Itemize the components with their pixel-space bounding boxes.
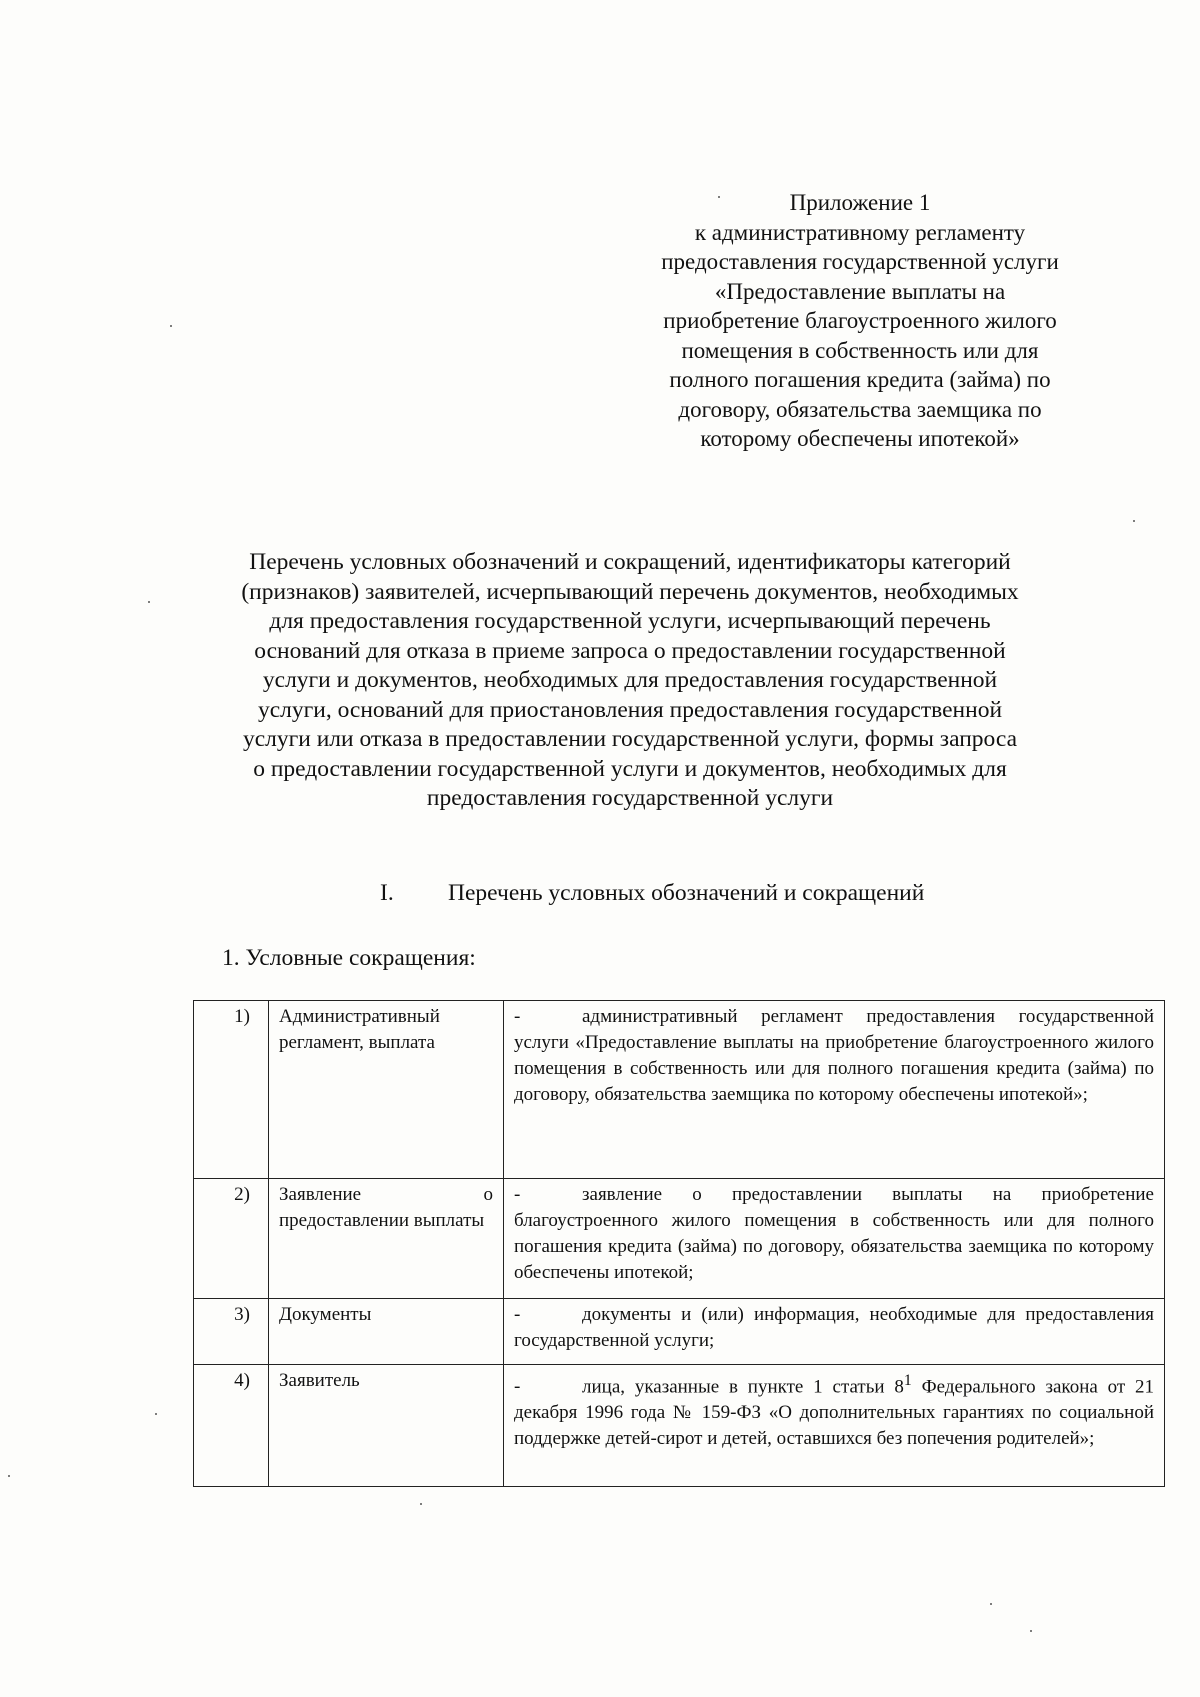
- scan-speck: [148, 601, 150, 603]
- table-row: [194, 1365, 1165, 1487]
- row-term: Административный регламент, выплата: [269, 1001, 504, 1179]
- appendix-line: договору, обязательства заемщика по: [678, 396, 1042, 422]
- appendix-line: предоставления государственной услуги: [661, 249, 1059, 274]
- row-dash: -: [514, 1304, 521, 1325]
- appendix-line: помещения в собственность или для: [681, 337, 1039, 363]
- row-term: Документы: [269, 1299, 504, 1365]
- row-number: 1): [194, 1001, 269, 1179]
- scan-speck: [8, 1475, 10, 1477]
- row-number: 2): [194, 1179, 269, 1299]
- section-number: I.: [380, 880, 394, 906]
- abbreviations-table: [193, 1000, 1165, 1487]
- appendix-line: которому обеспечены ипотекой»: [700, 426, 1020, 451]
- appendix-line: к административному регламенту: [694, 219, 1026, 245]
- title-line: Перечень условных обозначений и сокращений, идентификаторы категорий: [249, 549, 1011, 575]
- row-number: 4): [194, 1365, 269, 1487]
- section-title: Перечень условных обозначений и сокращений: [448, 880, 925, 906]
- title-line: услуги, оснований для приостановления предоставления государственной: [257, 696, 1003, 723]
- title-line: услуги и документов, необходимых для предоставления государственной: [262, 667, 998, 693]
- appendix-line: приобретение благоустроенного жилого: [663, 308, 1057, 333]
- section-heading: [380, 880, 924, 907]
- row-number: 3): [194, 1299, 269, 1365]
- row-definition-text: лица, указанные в пункте 1 статьи 8: [582, 1376, 904, 1398]
- scan-speck: [420, 1503, 422, 1505]
- row-dash: -: [514, 1376, 521, 1398]
- row-definition-text: документы и (или) информация, необходимые для предоставления государственной услуги;: [514, 1304, 1154, 1351]
- scan-speck: [155, 1413, 157, 1415]
- table-row: [194, 1299, 1165, 1365]
- appendix-line: Приложение 1: [789, 190, 931, 215]
- subheading: 1. Условные сокращения:: [222, 945, 476, 971]
- row-term: Заявитель: [269, 1365, 504, 1487]
- row-dash: -: [514, 1184, 521, 1205]
- title-line: предоставления государственной услуги: [426, 785, 834, 811]
- title-line: (признаков) заявителей, исчерпывающий перечень документов, необходимых: [241, 578, 1019, 605]
- scan-speck: [1133, 520, 1135, 522]
- row-term: Заявление о предоставлении выплаты: [269, 1179, 504, 1299]
- document-title: [190, 548, 1070, 814]
- footnote-superscript: 1: [903, 1372, 912, 1389]
- scan-speck: [1030, 1630, 1032, 1632]
- row-definition: [504, 1001, 1165, 1179]
- table-row: [194, 1179, 1165, 1299]
- title-line: оснований для отказа в приеме запроса о предоставлении государственной: [254, 637, 1006, 664]
- row-definition-text: Федерального закона от 21 декабря 1996 года № 159-ФЗ «О дополнительных гарантиях по социальной поддержке детей-сирот и детей, оставшихся без попечения родителей»;: [514, 1376, 1155, 1450]
- scan-speck: [170, 325, 172, 327]
- appendix-line: «Предоставление выплаты на: [714, 278, 1006, 304]
- scan-speck: [718, 196, 720, 198]
- title-line: услуги или отказа в предоставлении государственной услуги, формы запроса: [242, 726, 1018, 752]
- appendix-header: [600, 188, 1120, 454]
- title-line: для предоставления государственной услуги, исчерпывающий перечень: [269, 608, 991, 634]
- table-row: [194, 1001, 1165, 1179]
- row-definition-text: заявление о предоставлении выплаты на приобретение благоустроенного жилого помещения в собственность или для полного погашения кредита (займа) по договору, обязательства заемщика по которому обеспечены ипотекой;: [514, 1184, 1154, 1283]
- row-definition: [504, 1179, 1165, 1299]
- scan-speck: [990, 1603, 992, 1605]
- row-definition-text: административный регламент предоставления государственной услуги «Предоставление выплаты на приобретение благоустроенного жилого помещения в собственность или для полного погашения кредита (займа) по договору, обязательства заемщика по которому обеспечены ипотекой»;: [514, 1006, 1154, 1105]
- row-dash: -: [514, 1006, 521, 1027]
- row-definition: [504, 1365, 1165, 1487]
- appendix-line: полного погашения кредита (займа) по: [669, 367, 1051, 392]
- title-line: о предоставлении государственной услуги и документов, необходимых для: [253, 755, 1007, 782]
- row-definition: [504, 1299, 1165, 1365]
